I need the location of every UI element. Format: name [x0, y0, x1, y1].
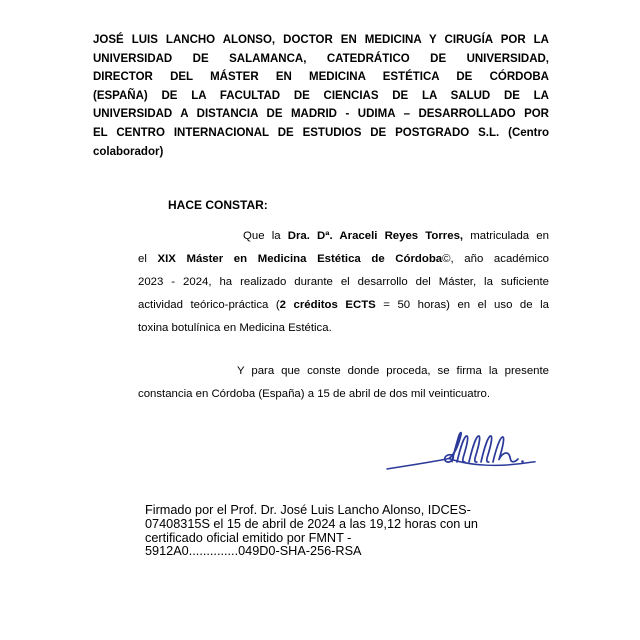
certifier-header-line: colaborador) — [93, 145, 164, 158]
text-run: toxina botulínica en Medicina Estética. — [138, 322, 332, 334]
certifier-header-line: (ESPAÑA) DE LA FACULTAD DE CIENCIAS DE LA SALUD DE LA — [93, 89, 549, 102]
certifier-header-line: UNIVERSIDAD DE SALAMANCA, CATEDRÁTICO DE UNIVERSIDAD, — [93, 52, 549, 65]
text-run: XIX Máster en Medicina Estética de Córdoba — [157, 253, 443, 265]
signature-l3-stroke — [481, 436, 492, 462]
text-run: matriculada en — [463, 230, 549, 242]
signature-h-stroke — [493, 437, 518, 462]
attestation-paragraph-line — [138, 317, 549, 340]
signature-dot — [521, 460, 524, 463]
text-run: 2 créditos ECTS — [279, 299, 376, 311]
digital-signature-note — [145, 504, 575, 559]
attestation-paragraph-line — [138, 294, 549, 317]
attestation-paragraph-line — [138, 271, 549, 294]
text-run: ©, año académico — [442, 253, 549, 265]
closing-paragraph-line — [138, 383, 549, 406]
certifier-header-line: DIRECTOR DEL MÁSTER EN MEDICINA ESTÉTICA DE CÓRDOBA — [93, 71, 549, 84]
closing-paragraph — [138, 360, 549, 406]
certifier-header — [93, 31, 549, 161]
digital-signature-note-line: 5912A0..............049D0-SHA-256-RSA — [145, 544, 362, 559]
text-run: constancia en Córdoba (España) a 15 de abril de dos mil veinticuatro. — [138, 388, 491, 400]
signature-ink — [383, 428, 543, 476]
text-run: = 50 horas) en el uso de la — [375, 299, 549, 311]
attestation-heading: HACE CONSTAR: — [168, 198, 268, 212]
text-run: Dra. Dª. Araceli Reyes Torres, — [287, 230, 464, 242]
attestation-paragraph — [138, 225, 549, 340]
text-run: el — [138, 253, 158, 265]
attestation-paragraph-line — [138, 248, 549, 271]
digital-signature-note-line: 07408315S el 15 de abril de 2024 a las 19,12 horas con un — [145, 516, 478, 531]
attestation-paragraph-line — [138, 225, 549, 248]
text-run: Y para que conste donde proceda, se firma la presente — [237, 365, 549, 377]
certifier-header-line: EL CENTRO INTERNACIONAL DE ESTUDIOS DE POSTGRADO S.L. (Centro — [93, 126, 549, 139]
signature-l2-stroke — [469, 436, 480, 462]
certifier-header-line: JOSÉ LUIS LANCHO ALONSO, DOCTOR EN MEDICINA Y CIRUGÍA POR LA — [93, 34, 549, 46]
signature-j-stroke — [449, 433, 461, 462]
digital-signature-note-line: certificado oficial emitido por FMNT - — [145, 530, 352, 545]
digital-signature-note-line: Firmado por el Prof. Dr. José Luis Lancho Alonso, IDCES- — [145, 503, 471, 517]
text-run: Que la — [243, 230, 288, 242]
text-run: actividad teórico-práctica ( — [138, 299, 280, 311]
certifier-header-line: UNIVERSIDAD A DISTANCIA DE MADRID - UDIMA – DESARROLLADO POR — [93, 108, 549, 121]
signature-underline-stroke — [387, 459, 535, 470]
closing-paragraph-line — [138, 360, 549, 383]
text-run: 2023 - 2024, ha realizado durante el desarrollo del Máster, la suficiente — [138, 276, 549, 288]
